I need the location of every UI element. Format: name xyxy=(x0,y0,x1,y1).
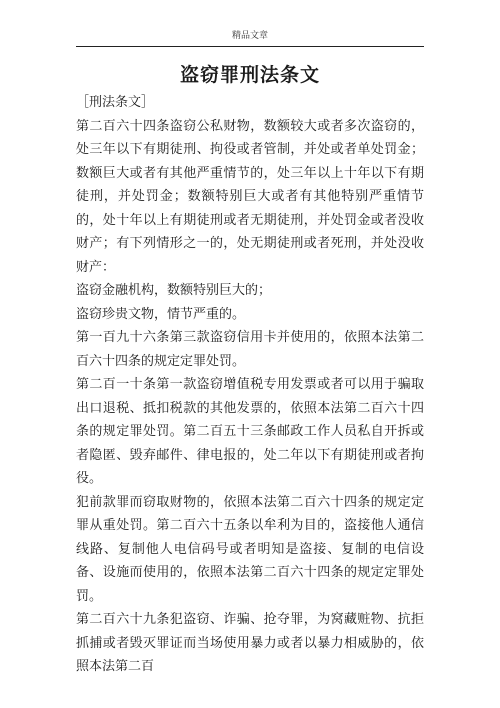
page-header: 精品文章 xyxy=(231,31,268,41)
document-title: 盗窃罪刑法条文 xyxy=(179,64,320,86)
paragraph-article-210-253: 第二百一十条第一款盗窃增值税专用发票或者可以用于骗取出口退税、抵扣税款的其他发票的，依照本法第二百六十四条的规定罪处罚。第二百五十三条邮政工作人员私自开拆或者隐匿、毁弃邮件、律电报的，处二年以下有期徒刑或者拘役。 xyxy=(76,377,424,486)
paragraph-article-196: 第一百九十六条第三款盗窃信用卡并使用的，依照本法第二百六十四条的规定定罪处罚。 xyxy=(76,330,424,369)
document-body xyxy=(76,91,424,679)
paragraph-item-financial-institution: 盗窃金融机构，数额特别巨大的； xyxy=(76,283,272,298)
paragraph-section-label: ［刑法条文］ xyxy=(76,95,155,110)
header-divider xyxy=(76,46,424,47)
paragraph-article-269: 第二百六十九条犯盗窃、诈骗、抢夺罪，为窝藏赃物、抗拒抓捕或者毁灭罪证而当场使用暴力或者以暴力相威胁的，依照本法第二百 xyxy=(76,612,424,674)
paragraph-article-265: 犯前款罪而窃取财物的，依照本法第二百六十四条的规定定罪从重处罚。第二百六十五条以牟利为目的，盗接他人通信线路、复制他人电信码号或者明知是盗接、复制的电信设备、设施而使用的，依照本法第二百六十四条的规定定罪处罚。 xyxy=(76,494,424,604)
paragraph-item-cultural-relics: 盗窃珍贵文物，情节严重的。 xyxy=(76,306,246,322)
paragraph-article-264: 第二百六十四条盗窃公私财物，数额较大或者多次盗窃的，处三年以下有期徒刑、拘役或者管制，并处或者单处罚金；数额巨大或者有其他严重情节的，处三年以上十年以下有期徒刑，并处罚金；数额特别巨大或者有其他特别严重情节的，处十年以上有期徒刑或者无期徒刑，并处罚金或者没收财产；有下列情形之一的，处无期徒刑或者死刑，并处没收财产： xyxy=(76,118,424,275)
